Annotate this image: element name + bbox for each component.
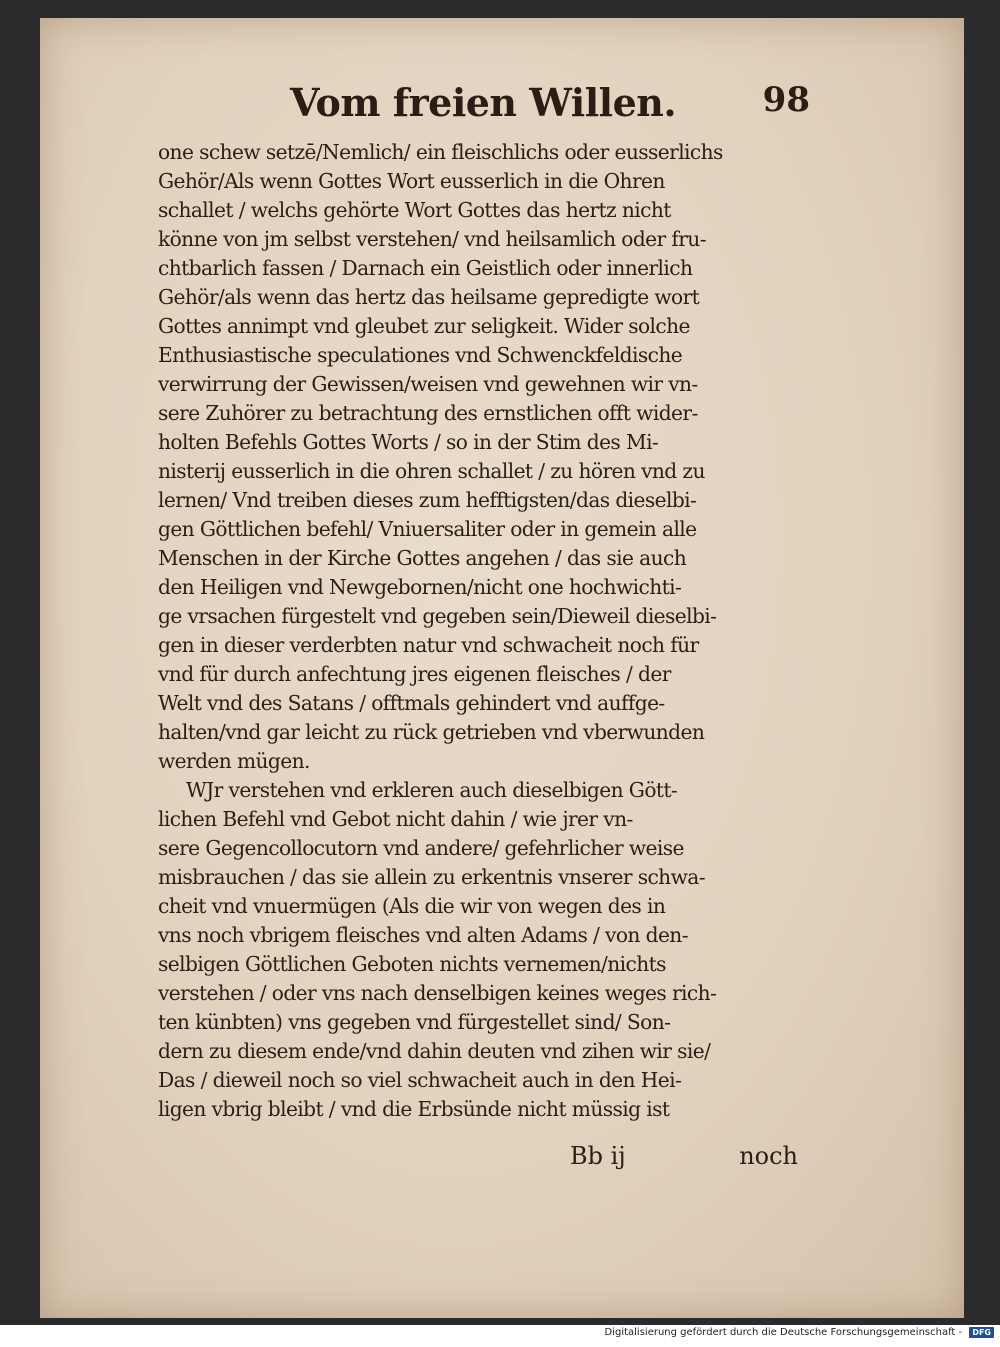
digitization-credit [0, 1327, 994, 1345]
signature-mark: Bb ij [570, 1142, 626, 1170]
text-line: cheit vnd vnuermügen (Als die wir von wegen des in [158, 894, 666, 918]
text-line: lichen Befehl vnd Gebot nicht dahin / wie jrer vn- [158, 807, 633, 831]
text-line: ten künbten) vns gegeben vnd fürgestellet sind/ Son- [158, 1010, 671, 1034]
text-line: dern zu diesem ende/vnd dahin deuten vnd zihen wir sie/ [158, 1039, 711, 1063]
text-line: selbigen Göttlichen Geboten nichts vernemen/nichts [158, 952, 666, 976]
text-line: verwirrung der Gewissen/weisen vnd gewehnen wir vn- [158, 372, 698, 396]
text-line: holten Befehls Gottes Worts / so in der Stim des Mi- [158, 430, 659, 454]
text-line: Welt vnd des Satans / offtmals gehindert vnd auffge- [158, 691, 665, 715]
page-footer-marks [570, 1142, 798, 1178]
text-line: gen Göttlichen befehl/ Vniuersaliter oder in gemein alle [158, 517, 697, 541]
text-line: könne von jm selbst verstehen/ vnd heilsamlich oder fru- [158, 227, 706, 251]
text-line: sere Zuhörer zu betrachtung des ernstlichen offt wider- [158, 401, 698, 425]
text-line: one schew setzē/Nemlich/ ein fleischlichs oder eusserlichs [158, 140, 723, 164]
book-page [40, 18, 964, 1318]
dfg-logo-icon: DFG [969, 1327, 994, 1338]
text-line: chtbarlich fassen / Darnach ein Geistlich oder innerlich [158, 256, 693, 280]
text-line: Gehör/als wenn das hertz das heilsame gepredigte wort [158, 285, 700, 309]
text-line: lernen/ Vnd treiben dieses zum hefftigsten/das dieselbi- [158, 488, 697, 512]
text-line: ligen vbrig bleibt / vnd die Erbsünde nicht müssig ist [158, 1097, 670, 1121]
text-line: verstehen / oder vns nach denselbigen keines weges rich- [158, 981, 717, 1005]
text-line: halten/vnd gar leicht zu rück getrieben vnd vberwunden [158, 720, 705, 744]
text-line: sere Gegencollocutorn vnd andere/ gefehrlicher weise [158, 836, 684, 860]
text-line: gen in dieser verderbten natur vnd schwacheit noch für [158, 633, 699, 657]
text-line: Das / dieweil noch so viel schwacheit auch in den Hei- [158, 1068, 682, 1092]
text-line: WJr verstehen vnd erkleren auch dieselbigen Gött- [186, 778, 678, 802]
page-number: 98 [762, 80, 810, 120]
text-line: ge vrsachen fürgestelt vnd gegeben sein/Dieweil dieselbi- [158, 604, 717, 628]
text-line: Enthusiastische speculationes vnd Schwenckfeldische [158, 343, 683, 367]
catchword: noch [739, 1142, 798, 1170]
text-line: misbrauchen / das sie allein zu erkentnis vnserer schwa- [158, 865, 705, 889]
text-line: den Heiligen vnd Newgebornen/nicht one hochwichti- [158, 575, 682, 599]
text-line: Gottes annimpt vnd gleubet zur seligkeit. Wider solche [158, 314, 690, 338]
running-title: Vom freien Willen. [290, 80, 677, 125]
text-line: Menschen in der Kirche Gottes angehen / das sie auch [158, 546, 687, 570]
page-header [290, 80, 810, 140]
text-line: werden mügen. [158, 749, 310, 773]
text-line: vns noch vbrigem fleisches vnd alten Adams / von den- [158, 923, 688, 947]
text-line: schallet / welchs gehörte Wort Gottes das hertz nicht [158, 198, 671, 222]
text-line: Gehör/Als wenn Gottes Wort eusserlich in die Ohren [158, 169, 665, 193]
credit-text: Digitalisierung gefördert durch die Deutsche Forschungsgemeinschaft - [604, 1327, 963, 1338]
body-text [158, 138, 798, 1124]
text-line: vnd für durch anfechtung jres eigenen fleisches / der [158, 662, 671, 686]
text-line: nisterij eusserlich in die ohren schallet / zu hören vnd zu [158, 459, 705, 483]
